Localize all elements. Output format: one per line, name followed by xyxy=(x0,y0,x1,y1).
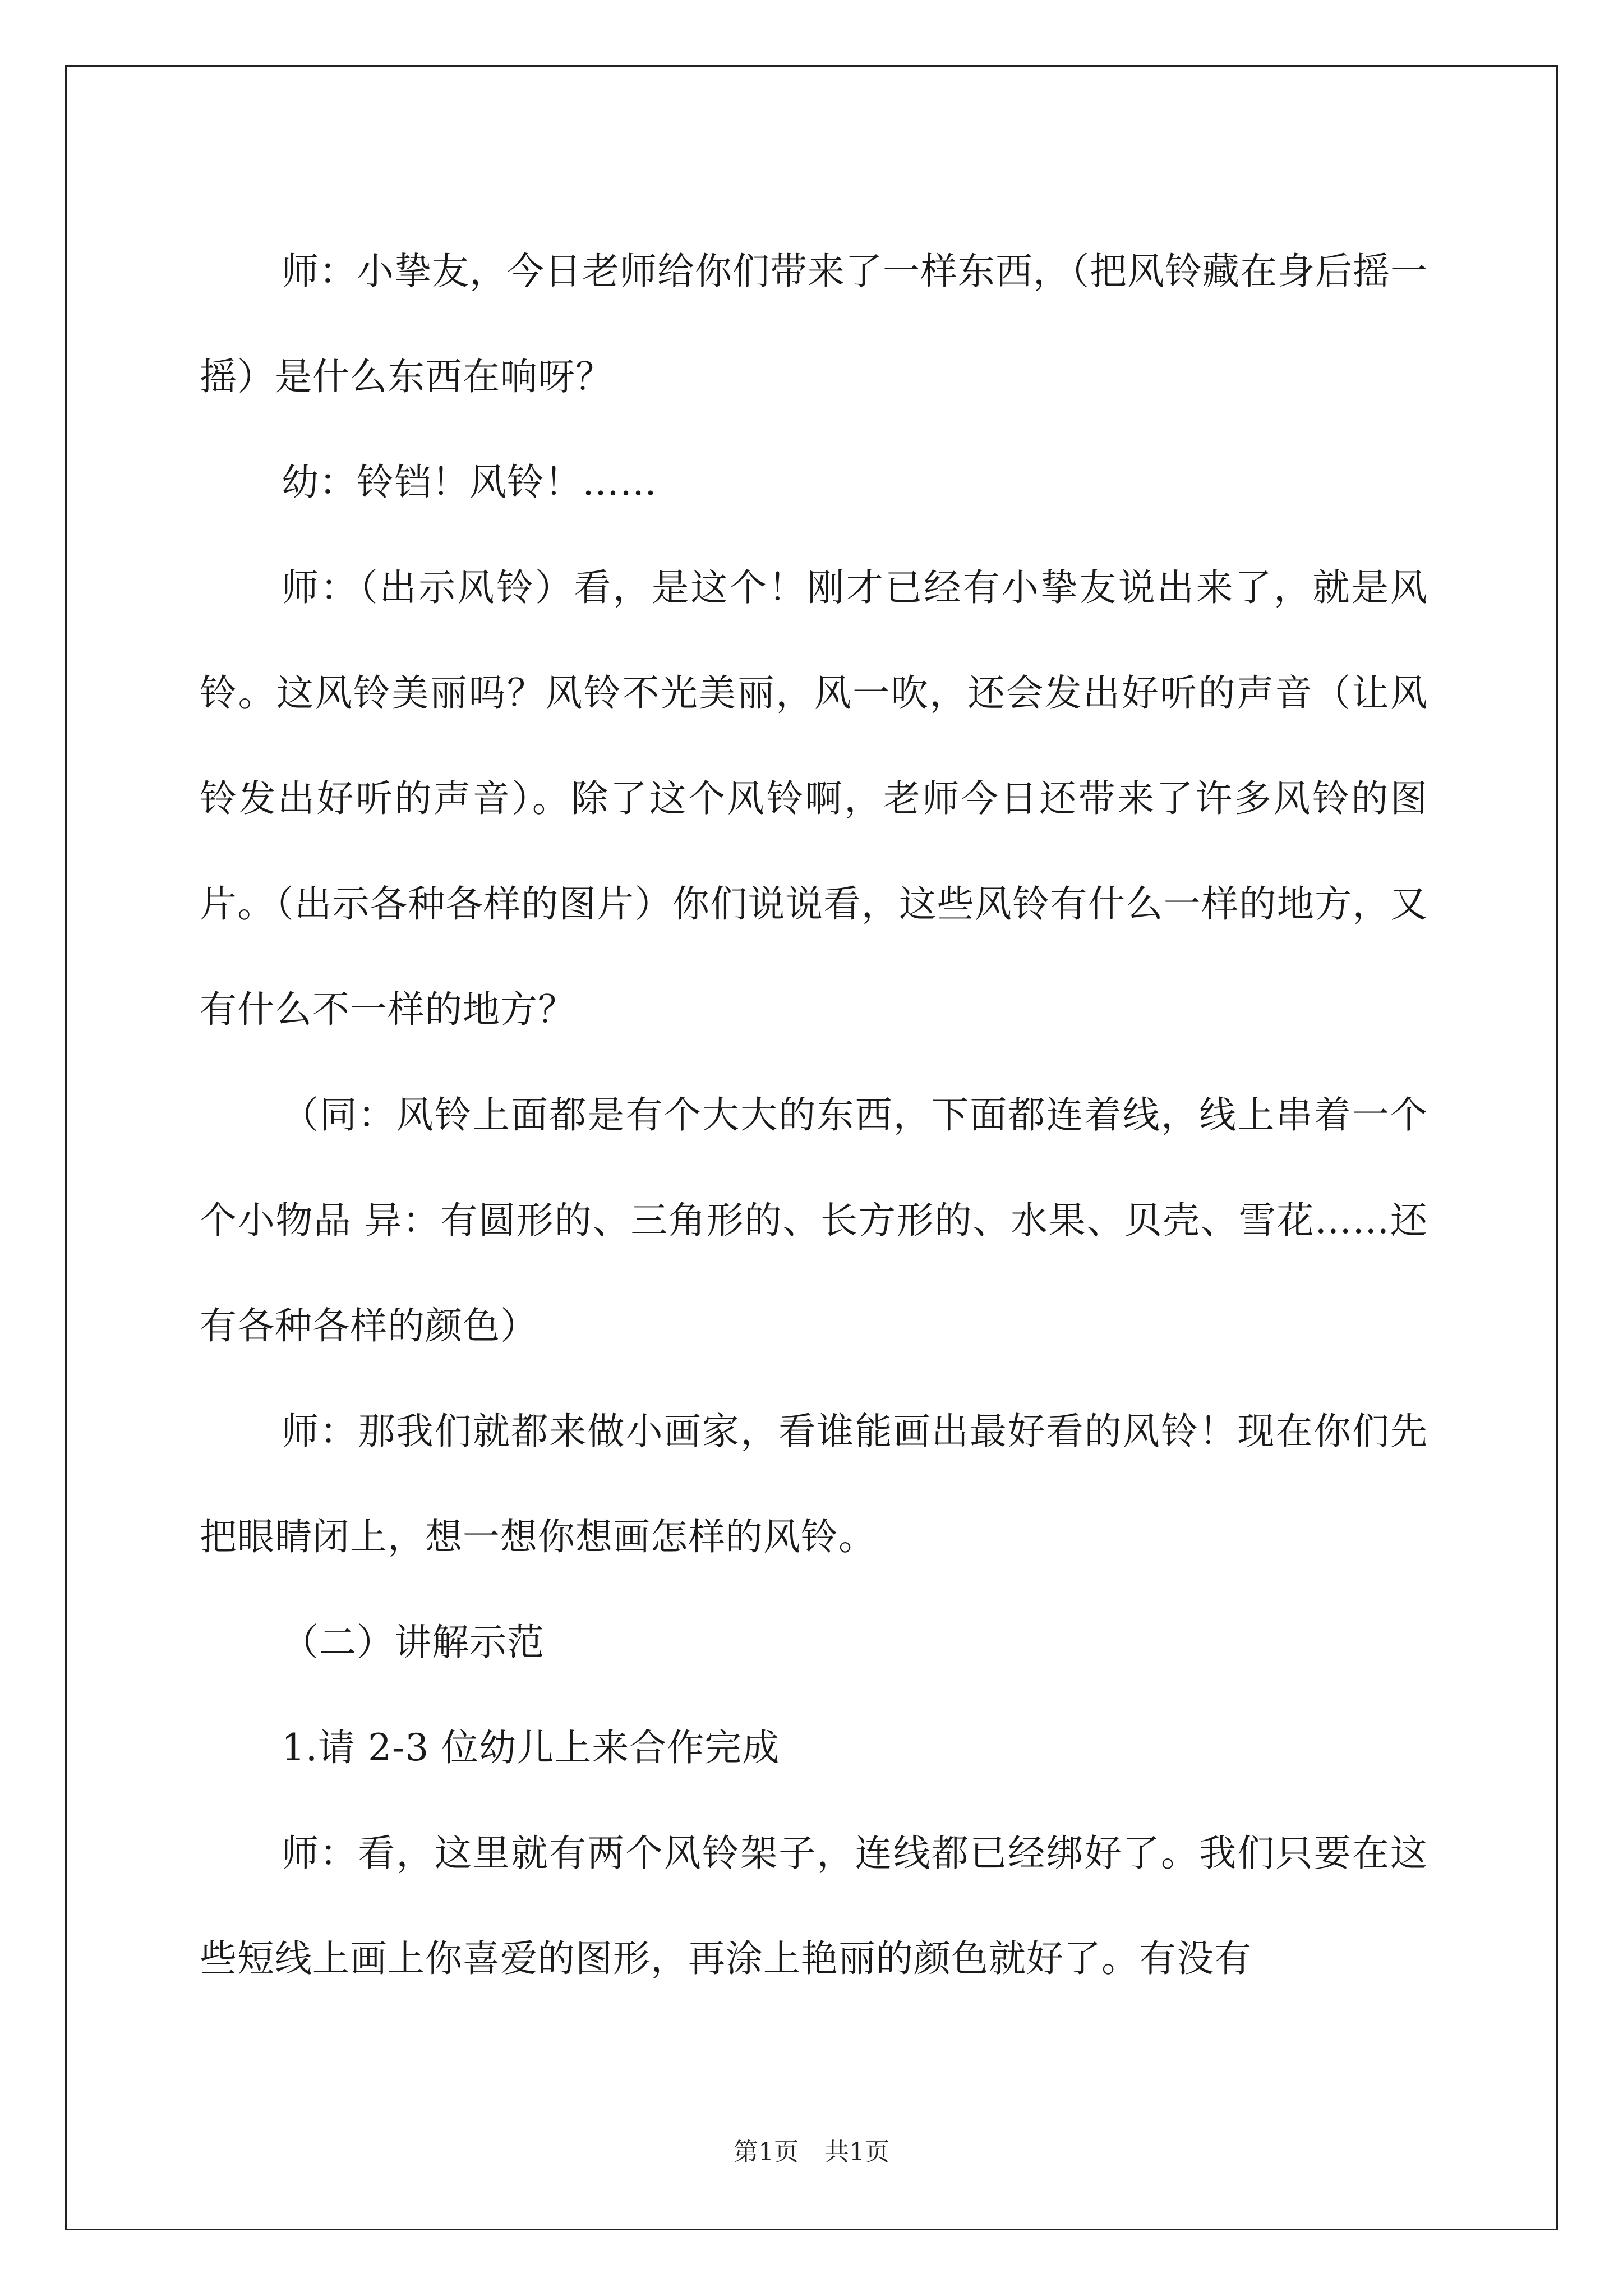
paragraph: 1.请 2-3 位幼儿上来合作完成 xyxy=(282,1726,780,1769)
page-total: 共1页 xyxy=(824,2138,889,2166)
page-number: 第1页 xyxy=(734,2138,799,2166)
paragraph: 师：（出示风铃）看，是这个！刚才已经有小挚友说出来了，就是风铃。这风铃美丽吗？风铃不光美丽，风一吹，还会发出好听的声音（让风铃发出好听的声音）。除了这个风铃啊，老师今日还带来了许多风铃的图片。（出示各种各样的图片）你们说说看，这些风铃有什么一样的地方，又有什么不一样的地方？ xyxy=(200,566,1428,1031)
paragraph: 师：看，这里就有两个风铃架子，连线都已经绑好了。我们只要在这些短线上画上你喜爱的图形，再涂上艳丽的颜色就好了。有没有 xyxy=(200,1832,1428,1980)
document-body xyxy=(200,219,1428,2012)
section-heading: （二）讲解示范 xyxy=(282,1621,545,1664)
paragraph: 幼：铃铛！风铃！…… xyxy=(282,461,657,504)
paragraph: 师：小挚友，今日老师给你们带来了一样东西，（把风铃藏在身后摇一摇）是什么东西在响呀？ xyxy=(200,250,1428,398)
paragraph: （同：风铃上面都是有个大大的东西，下面都连着线，线上串着一个个小物品 异：有圆形的、三角形的、长方形的、水果、贝壳、雪花……还有各种各样的颜色） xyxy=(200,1093,1428,1347)
paragraph: 师：那我们就都来做小画家，看谁能画出最好看的风铃！现在你们先把眼睛闭上，想一想你想画怎样的风铃。 xyxy=(200,1410,1428,1558)
page-footer xyxy=(0,2132,1623,2168)
